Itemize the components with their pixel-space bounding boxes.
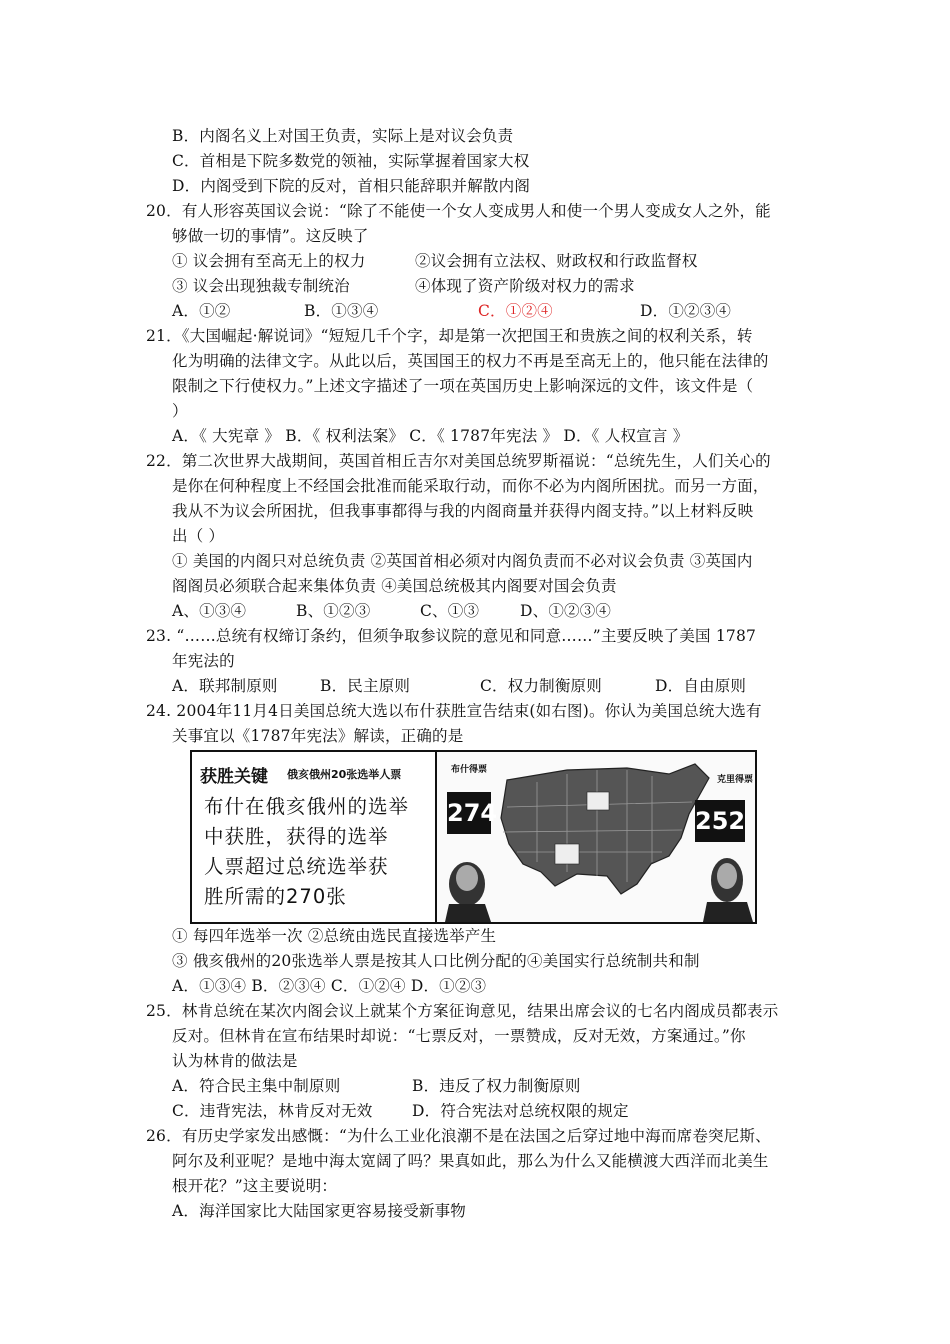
figure-caption-panel — [192, 752, 437, 922]
q19-option-b: B．内阁名义上对国王负责，实际上是对议会负责 — [172, 127, 514, 145]
state-highlight-1 — [587, 792, 609, 810]
q22-option-d: D、①②③④ — [520, 602, 612, 620]
q22-stem-line3: 我从不为议会所困扰，但我事事都得与我的内阁商量并获得内阁支持。”以上材料反映 — [172, 502, 754, 520]
q20-option-b: B．①③④ — [304, 302, 379, 320]
q25-option-c: C．违背宪法，林肯反对无效 — [172, 1102, 373, 1120]
bush-votes-box: 274 — [447, 792, 491, 834]
q20-statement-3: ③ 议会出现独裁专制统治 — [172, 277, 350, 295]
q23-stem-line2: 年宪法的 — [172, 652, 235, 670]
q23-option-c: C．权力制衡原则 — [480, 677, 602, 695]
q22-stem-line1: 22．第二次世界大战期间，英国首相丘吉尔对美国总统罗斯福说：“总统先生，人们关心的 — [146, 452, 771, 470]
kerry-votes-box: 252 — [695, 800, 745, 842]
q20-statement-2: ②议会拥有立法权、财政权和行政监督权 — [415, 252, 698, 270]
q21-stem-line1: 21．《大国崛起·解说词》“短短几千个字，却是第一次把国王和贵族之间的权利关系，转 — [146, 327, 753, 345]
q22-option-a: A、①③④ — [172, 602, 247, 620]
kerry-shoulders — [703, 902, 753, 922]
state-highlight-2 — [555, 844, 579, 864]
bush-face — [456, 865, 478, 891]
figure-caption-line2: 中获胜，获得的选举 — [204, 825, 389, 848]
q24-stem-line1: 24. 2004年11月4日美国总统大选以布什获胜宣告结束(如右图)。你认为美国总统大选有 — [146, 702, 762, 720]
q22-statements-line1: ① 美国的内阁只对总统负责 ②英国首相必须对内阁负责而不必对议会负责 ③英国内 — [172, 552, 753, 570]
q20-option-c: C．①②④ — [478, 302, 553, 320]
q21-stem-line4: ） — [172, 402, 188, 420]
kerry-face — [717, 863, 737, 889]
us-map-shape — [501, 764, 709, 894]
q22-stem-line2: 是你在何种程度上不经国会批准而能采取行动，而你不必为内阁所困扰。而另一方面， — [172, 477, 769, 495]
q24-stem-line2: 关事宜以《1787年宪法》解读，正确的是 — [172, 727, 464, 745]
q20-stem-line1: 20．有人形容英国议会说：“除了不能使一个女人变成男人和使一个男人变成女人之外，能 — [146, 202, 771, 220]
q25-option-d: D．符合宪法对总统权限的规定 — [412, 1102, 629, 1120]
bush-shoulders — [445, 904, 491, 922]
q26-option-a: A．海洋国家比大陆国家更容易接受新事物 — [172, 1202, 466, 1220]
q26-stem-line2: 阿尔及利亚呢？是地中海太宽阔了吗？果真如此，那么为什么又能横渡大西洋而北美生 — [172, 1152, 769, 1170]
q21-stem-line2: 化为明确的法律文字。从此以后，英国国王的权力不再是至高无上的，他只能在法律的 — [172, 352, 769, 370]
figure-caption-line3: 人票超过总统选举获 — [204, 855, 389, 878]
q25-stem-line2: 反对。但林肯在宣布结果时却说：“七票反对，一票赞成，反对无效，方案通过。”你 — [172, 1027, 746, 1045]
figure-caption-line1: 布什在俄亥俄州的选举 — [204, 795, 410, 818]
q21-options: A．《 大宪章 》 B．《 权利法案》 C．《 1787年宪法 》 D．《 人权宣言 》 — [172, 427, 689, 445]
q23-option-b: B．民主原则 — [320, 677, 411, 695]
q20-option-a: A．①② — [172, 302, 231, 320]
q23-stem-line1: 23. “……总统有权缔订条约，但须争取参议院的意见和同意……”主要反映了美国 1787 — [146, 627, 757, 645]
q22-stem-line4: 出（ ） — [172, 527, 225, 545]
figure-key-subtitle: 俄亥俄州20张选举人票 — [287, 768, 402, 781]
q26-stem-line1: 26．有历史学家发出感慨：“为什么工业化浪潮不是在法国之后穿过地中海而席卷突尼斯、 — [146, 1127, 771, 1145]
q20-statement-1: ① 议会拥有至高无上的权力 — [172, 252, 366, 270]
q19-option-c: C．首相是下院多数党的领袖，实际掌握着国家大权 — [172, 152, 530, 170]
q22-statements-line2: 阁阁员必须联合起来集体负责 ④美国总统极其内阁要对国会负责 — [172, 577, 617, 595]
figure-map-panel — [437, 752, 755, 922]
q24-statements-line1: ① 每四年选举一次 ②总统由选民直接选举产生 — [172, 927, 497, 945]
figure-key-title: 获胜关键 — [200, 767, 268, 787]
q20-option-d: D．①②③④ — [640, 302, 732, 320]
q22-option-b: B、①②③ — [296, 602, 371, 620]
q25-option-a: A．符合民主集中制原则 — [172, 1077, 341, 1095]
election-result-figure — [190, 750, 757, 924]
q20-stem-line2: 够做一切的事情”。这反映了 — [172, 227, 369, 245]
q25-stem-line1: 25．林肯总统在某次内阁会议上就某个方案征询意见，结果出席会议的七名内阁成员都表示 — [146, 1002, 779, 1020]
q22-option-c: C、①③ — [420, 602, 480, 620]
q24-statements-line2: ③ 俄亥俄州的20张选举人票是按其人口比例分配的④美国实行总统制共和制 — [172, 952, 700, 970]
kerry-votes-label: 克里得票 — [717, 775, 754, 785]
q23-option-d: D．自由原则 — [655, 677, 747, 695]
q24-options: A．①③④ B．②③④ C．①②④ D．①②③ — [172, 977, 487, 995]
q25-stem-line3: 认为林肯的做法是 — [172, 1052, 298, 1070]
q26-stem-line3: 根开花？”这主要说明： — [172, 1177, 338, 1195]
q19-option-d: D．内阁受到下院的反对，首相只能辞职并解散内阁 — [172, 177, 531, 195]
q25-option-b: B．违反了权力制衡原则 — [412, 1077, 581, 1095]
bush-votes-label: 布什得票 — [451, 765, 488, 775]
q23-option-a: A．联邦制原则 — [172, 677, 278, 695]
q20-statement-4: ④体现了资产阶级对权力的需求 — [415, 277, 635, 295]
q21-stem-line3: 限制之下行使权力。”上述文字描述了一项在英国历史上影响深远的文件，该文件是（ — [172, 377, 754, 395]
figure-caption-line4: 胜所需的270张 — [204, 885, 347, 908]
